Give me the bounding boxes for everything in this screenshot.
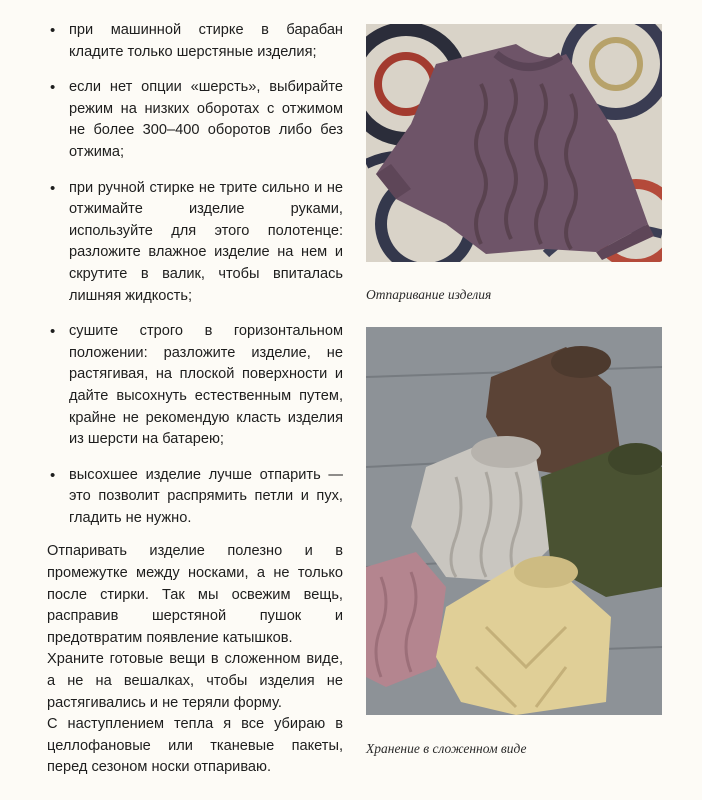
steaming-photo <box>366 24 662 262</box>
care-instructions-list <box>47 20 343 529</box>
top-photo-caption: Отпаривание изделия <box>366 287 492 302</box>
paragraph-seasonal: С наступлением тепла я все убираю в целлофановые или тканевые пакеты, перед сезоном носки отпариваю. <box>47 716 343 776</box>
folded-sweaters-image <box>366 327 662 715</box>
storage-photo <box>366 327 662 715</box>
purple-sweater-image <box>366 24 662 262</box>
list-item: • при ручной стирке не трите сильно и не отжимайте изделие руками, используйте для этого полотенце: разложите влажное изделие на нем и скрутите в валик, чтобы впиталась лишняя жидкость; <box>47 178 343 308</box>
list-item: • если нет опции «шерсть», выбирайте режим на низких оборотах с отжимом не более 300–400 оборотов либо без отжима; <box>47 77 343 163</box>
paragraph-steaming: Отпаривать изделие полезно и в промежутке между носками, а не только после стирки. Так мы освежим вещь, расправив шерстяной пушок и предотвратим появление катышков. <box>47 543 343 646</box>
text-column <box>47 20 343 779</box>
list-item: • при машинной стирке в барабан кладите только шерстяные изделия; <box>47 20 343 63</box>
list-item: • высохшее изделие лучше отпарить — это позволит распрямить петли и пух, гладить не нужно. <box>47 465 343 530</box>
list-item: • сушите строго в горизонтальном положении: разложите изделие, не растягивая, на плоской поверхности и дайте высохнуть естественным путем, крайне не рекомендую класть изделия из шерсти на батарею; <box>47 321 343 451</box>
bottom-photo-caption: Хранение в сложенном виде <box>366 741 527 756</box>
body-paragraphs <box>47 541 343 779</box>
paragraph-storage: Храните готовые вещи в сложенном виде, а не на вешалках, чтобы изделия не растягивались и не теряли форму. <box>47 651 343 711</box>
